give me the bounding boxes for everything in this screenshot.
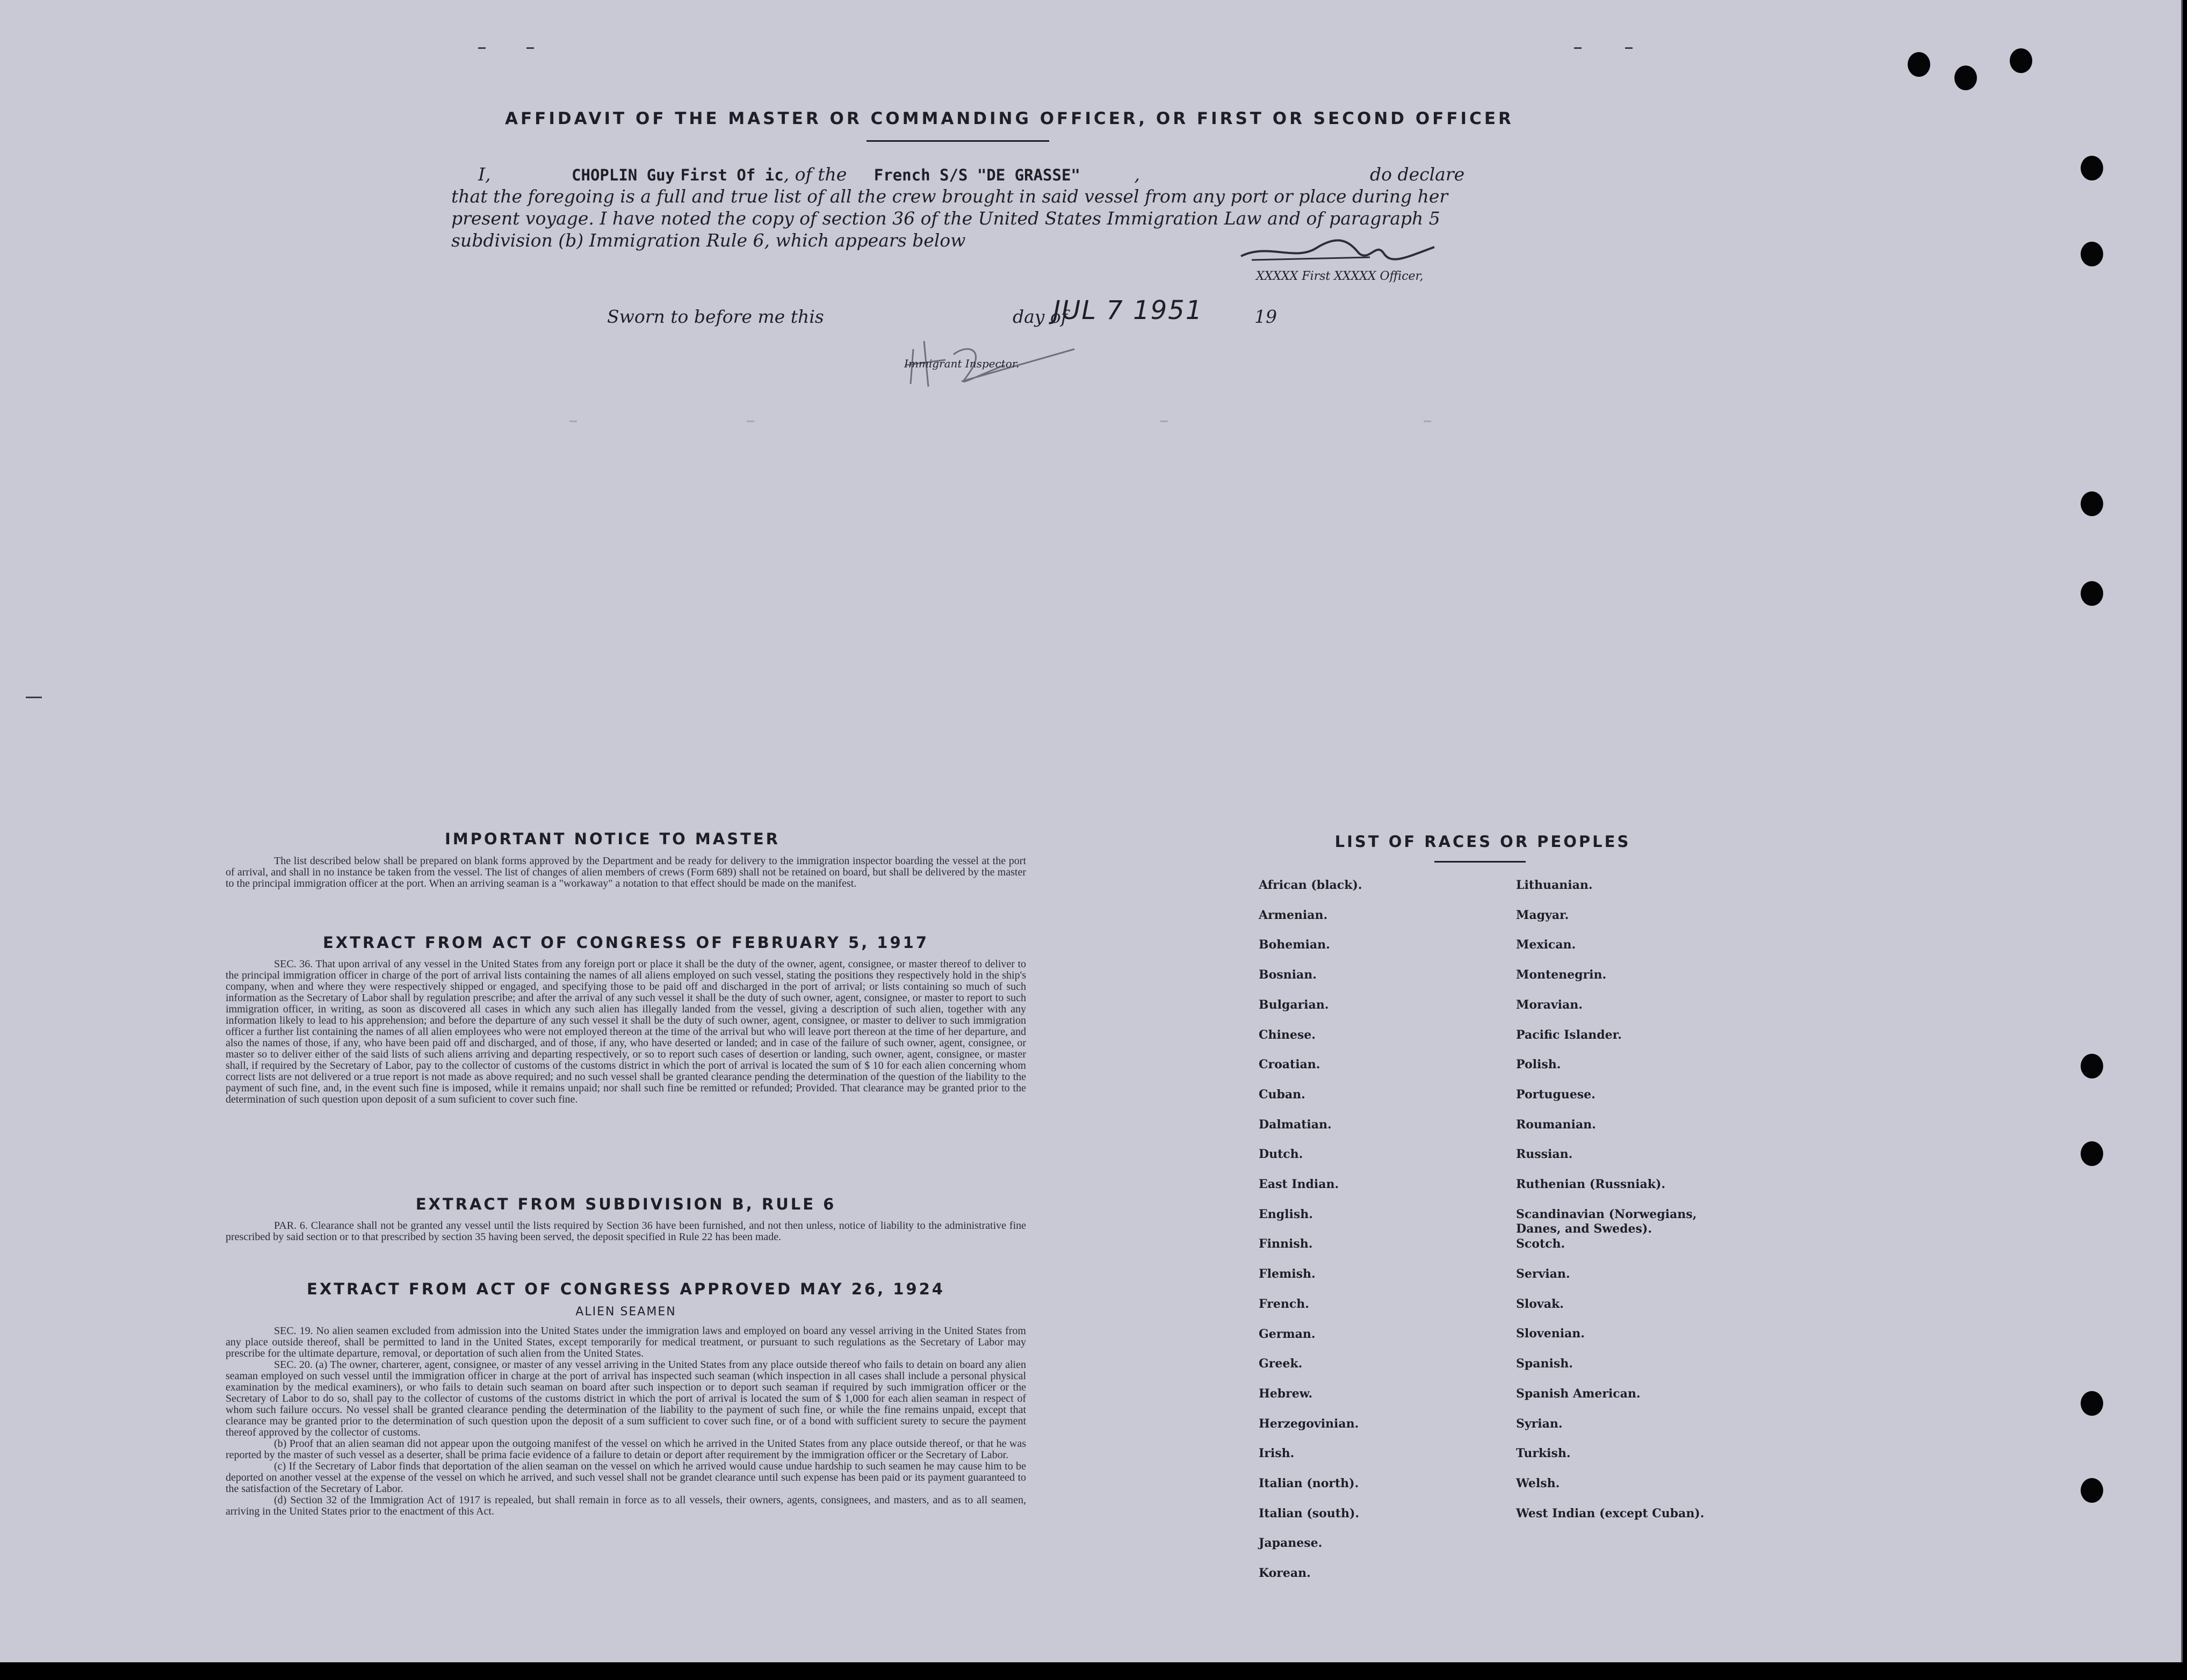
- race-item: Slovenian.: [1516, 1327, 1585, 1341]
- rule-6-heading: EXTRACT FROM SUBDIVISION B, RULE 6: [415, 1195, 836, 1213]
- race-item: Spanish.: [1516, 1357, 1573, 1371]
- punch-hole: [2081, 1054, 2103, 1078]
- race-item: Portuguese.: [1516, 1088, 1596, 1102]
- race-item: East Indian.: [1259, 1177, 1339, 1191]
- scan-mark: [526, 47, 534, 49]
- vessel-name: French S/S "DE GRASSE": [874, 166, 1080, 184]
- race-item: Hebrew.: [1259, 1387, 1313, 1401]
- day-of-text: day of: [1013, 306, 1068, 327]
- race-item: Flemish.: [1259, 1267, 1316, 1281]
- race-item: Croatian.: [1259, 1058, 1320, 1071]
- of-the-text: , of the: [783, 164, 847, 185]
- scan-mark: [26, 697, 42, 698]
- races-heading: LIST OF RACES OR PEOPLES: [1334, 832, 1631, 851]
- sworn-text: Sworn to before me this: [607, 306, 824, 327]
- rule-6-text: [226, 1220, 1026, 1243]
- punch-hole: [2081, 1478, 2103, 1503]
- notice-heading: IMPORTANT NOTICE TO MASTER: [444, 830, 781, 848]
- race-item: Syrian.: [1516, 1417, 1563, 1431]
- race-item: Servian.: [1516, 1267, 1570, 1281]
- section-20b-paragraph: (b) Proof that an alien seaman did not appear upon the outgoing manifest of the vessel on which he arrived in the United States from any place outside thereof, or that he was reported by the master of such vessel as a deserter, shall be prima facie evidence of a failure to detain or deport after requirement by the immigration officer or the Secretary of Labor.: [226, 1438, 1026, 1461]
- declaration-line-4: subdivision (b) Immigration Rule 6, which appears below: [451, 230, 966, 251]
- notice-text: [226, 856, 1026, 889]
- scan-mark: [478, 47, 486, 49]
- inspector-caption: Immigrant Inspector.: [904, 357, 1020, 370]
- race-item: Polish.: [1516, 1058, 1561, 1071]
- scan-mark: [747, 421, 754, 422]
- race-item: Chinese.: [1259, 1028, 1316, 1042]
- officer-caption: XXXXX First XXXXX Officer,: [1256, 270, 1424, 283]
- extract-1924-text: [226, 1326, 1026, 1517]
- race-item: English.: [1259, 1207, 1313, 1221]
- punch-hole: [2081, 242, 2103, 266]
- races-heading-underline: [1434, 861, 1526, 863]
- race-item: Japanese.: [1259, 1536, 1323, 1550]
- comma: ,: [1134, 164, 1140, 185]
- punch-hole: [2081, 581, 2103, 606]
- race-item: Lithuanian.: [1516, 878, 1593, 892]
- race-item: Dutch.: [1259, 1147, 1303, 1161]
- scan-mark: [1424, 421, 1431, 422]
- year-prefix: 19: [1254, 306, 1277, 327]
- race-item: French.: [1259, 1297, 1309, 1311]
- race-item: Dalmatian.: [1259, 1118, 1332, 1132]
- scan-mark: [1574, 47, 1582, 49]
- pronoun: I,: [478, 164, 491, 185]
- race-item: Russian.: [1516, 1147, 1573, 1161]
- punch-hole: [1954, 66, 1977, 90]
- race-item: Irish.: [1259, 1446, 1295, 1460]
- race-item: Bohemian.: [1259, 938, 1330, 952]
- section-20c-paragraph: (c) If the Secretary of Labor finds that deportation of the alien seaman on the vessel on which he arrived would cause undue hardship to such seamen he may cause him to be deported on another vessel at the expense of the vessel on which he arrived, and such vessel shall not be grandet clearance until such expense has been paid or its payment guaranteed to the satisfaction of the Secretary of Labor.: [226, 1460, 1026, 1495]
- race-item: West Indian (except Cuban).: [1516, 1507, 1705, 1520]
- scan-mark: [569, 421, 577, 422]
- heading-underline: [867, 140, 1049, 142]
- race-item: Scotch.: [1516, 1237, 1565, 1251]
- race-item: Welsh.: [1516, 1476, 1560, 1490]
- race-item: Montenegrin.: [1516, 968, 1607, 982]
- race-item: Moravian.: [1516, 998, 1583, 1012]
- punch-hole: [2010, 48, 2032, 73]
- sworn-line: [607, 295, 1628, 327]
- race-item: Spanish American.: [1516, 1387, 1641, 1401]
- punch-hole: [1908, 52, 1930, 77]
- punch-hole: [2081, 1141, 2103, 1166]
- race-item: Roumanian.: [1516, 1118, 1596, 1132]
- race-item: Ruthenian (Russniak).: [1516, 1177, 1666, 1191]
- officer-name: CHOPLIN Guy: [572, 166, 675, 184]
- race-item: German.: [1259, 1327, 1316, 1341]
- race-item: Finnish.: [1259, 1237, 1313, 1251]
- section-20a-paragraph: SEC. 20. (a) The owner, charterer, agent, consignee, or master of any vessel arriving in the United States from any place outside thereof who fails to detain on board any alien seaman employed on such vessel until the immigration officer in charge at the port of arrival has inspected such seaman (which inspection in all cases shall include a personal physical examination by the medical examiners), or who fails to detain such seaman on board after such inspection or to deport such seaman if required by such immigration officer or the Secretary of Labor to do so, shall pay to the collector of customs of the customs district in which the port of arrival is located the sum of $ 1,000 for each alien seaman in respect of whom such failure occurs. No vessel shall be granted clearance pending the determination of the liability to the payment of such fine, or while the fine remains unpaid, except that clearance may be granted prior to the determination of such question upon the deposit of a sum sufficient to cover such fine, or of a bond with sufficient surety to secure the payment thereof approved by the collector of customs.: [226, 1359, 1026, 1438]
- race-item: Herzegovinian.: [1259, 1417, 1359, 1431]
- race-item: Turkish.: [1516, 1446, 1571, 1460]
- declaration-line-3: present voyage. I have noted the copy of section 36 of the United States Immigration Law and of paragraph 5: [451, 208, 1440, 229]
- section-19-paragraph: SEC. 19. No alien seamen excluded from admission into the United States under the immigration laws and employed on board any vessel arriving in the United States from any place outside thereof, shall be permitted to land in the United States, except temporarily for medical treatment, or pursuant to such regulations as the Secretary of Labor may prescribe for the ultimate departure, removal, or deportation of such alien from the United States.: [226, 1325, 1026, 1359]
- race-item: Bosnian.: [1259, 968, 1317, 982]
- extract-1917-heading: EXTRACT FROM ACT OF CONGRESS OF FEBRUARY 5, 1917: [322, 933, 929, 952]
- race-item: Slovak.: [1516, 1297, 1564, 1311]
- race-item: Armenian.: [1259, 908, 1328, 922]
- section-20d-paragraph: (d) Section 32 of the Immigration Act of 1917 is repealed, but shall remain in force as to all vessels, their owners, agents, consignees, and masters, and as to all seamen, arriving in the United States prior to the enactment of this Act.: [226, 1494, 1026, 1517]
- alien-seamen-subheading: ALIEN SEAMEN: [575, 1305, 676, 1319]
- race-item: Bulgarian.: [1259, 998, 1329, 1012]
- punch-hole: [2081, 491, 2103, 516]
- section-36-paragraph: SEC. 36. That upon arrival of any vessel in the United States from any foreign port or place it shall be the duty of the owner, agent, consignee, or master thereof to deliver to the principal immigration officer in charge of the port of arrival lists containing the names of all aliens employed on such vessel, stating the positions they respectively hold in the ship's company, when and where they were respectively shipped or engaged, and specifying those to be paid off and discharged in the port of arrival; or lists containing so much of such information as the Secretary of Labor shall by regulation prescribe; and after the arrival of any such vessel it shall be the duty of such owner, agent, consignee, or master to report to such immigration officer, in writing, as soon as discovered all cases in which any such alien has illegally landed from the vessel, giving a description of such alien, together with any information likely to lead to his apprehension; and before the departure of any such vessel it shall be the duty of such owner, agent, consignee, or master to deliver to such immigration officer a further list containing the names of all alien employees who were not employed thereon at the time of the arrival but who will leave port thereon at the time of her departure, and also the names of those, if any, who have been paid off and discharged, and of those, if any, who have deserted or landed; and in case of the failure of such owner, agent, consignee, or master so to deliver either of the said lists of such aliens arriving and departing respectively, or so to report such cases of desertion or landing, such owner, agent, consignee, or master shall, if required by the Secretary of Labor, pay to the collector of customs of the customs district in which the port of arrival is located the sum of $ 10 for each alien concerning whom correct lists are not delivered or a true report is not made as above required; and no such vessel shall be granted clearance pending the determination of the question of the liability to the payment of such fine, and, in the event such fine is imposed, while it remains unpaid; nor shall such fine be remitted or refunded; Provided. That clearance may be granted prior to the determination of such question upon deposit of a sum suficient to cover such fine.: [226, 958, 1026, 1105]
- rule-6-paragraph: PAR. 6. Clearance shall not be granted any vessel until the lists required by Section 36 have been furnished, and not then unless, notice of liability to the administrative fine prescribed by said section or to that prescribed by section 35 having been served, the deposit specified in Rule 22 has been made.: [226, 1220, 1026, 1243]
- race-item: African (black).: [1259, 878, 1362, 892]
- officer-rank: First Of ic: [680, 166, 784, 184]
- notice-paragraph: The list described below shall be prepared on blank forms approved by the Department and be ready for delivery to the immigration inspector boarding the vessel at the port of arrival, and shall in no instance be taken from the vessel. The list of changes of alien members of crews (Form 689) shall not be retained on board, but shall be delivered by the master to the principal immigration officer at the port. When an arriving seaman is a "workaway" a notation to that effect should be made on the manifest.: [226, 855, 1026, 889]
- scan-mark: [1625, 47, 1633, 49]
- race-item: Greek.: [1259, 1357, 1303, 1371]
- race-item: Magyar.: [1516, 908, 1569, 922]
- extract-1917-text: [226, 959, 1026, 1105]
- race-item: Italian (north).: [1259, 1476, 1359, 1490]
- race-item: Pacific Islander.: [1516, 1028, 1622, 1042]
- race-item: Korean.: [1259, 1566, 1311, 1580]
- affidavit-heading: AFFIDAVIT OF THE MASTER OR COMMANDING OFFICER, OR FIRST OR SECOND OFFICER: [505, 109, 1514, 128]
- do-declare-text: do declare: [1370, 164, 1465, 185]
- scan-mark: [1160, 421, 1168, 422]
- officer-signature: [1236, 232, 1440, 270]
- race-item: Mexican.: [1516, 938, 1576, 952]
- date-stamp: JUL 7 1951: [1053, 295, 1203, 325]
- race-item: Cuban.: [1259, 1088, 1305, 1102]
- race-item: Scandinavian (Norwegians, Danes, and Swedes).: [1516, 1207, 1697, 1236]
- extract-1924-heading: EXTRACT FROM ACT OF CONGRESS APPROVED MAY 26, 1924: [307, 1280, 945, 1298]
- punch-hole: [2081, 1391, 2103, 1416]
- race-item: Italian (south).: [1259, 1507, 1360, 1520]
- punch-hole: [2081, 156, 2103, 180]
- declaration-line-2: that the foregoing is a full and true list of all the crew brought in said vessel from any port or place during her: [451, 186, 1448, 207]
- declaration-line-1: [451, 164, 1472, 185]
